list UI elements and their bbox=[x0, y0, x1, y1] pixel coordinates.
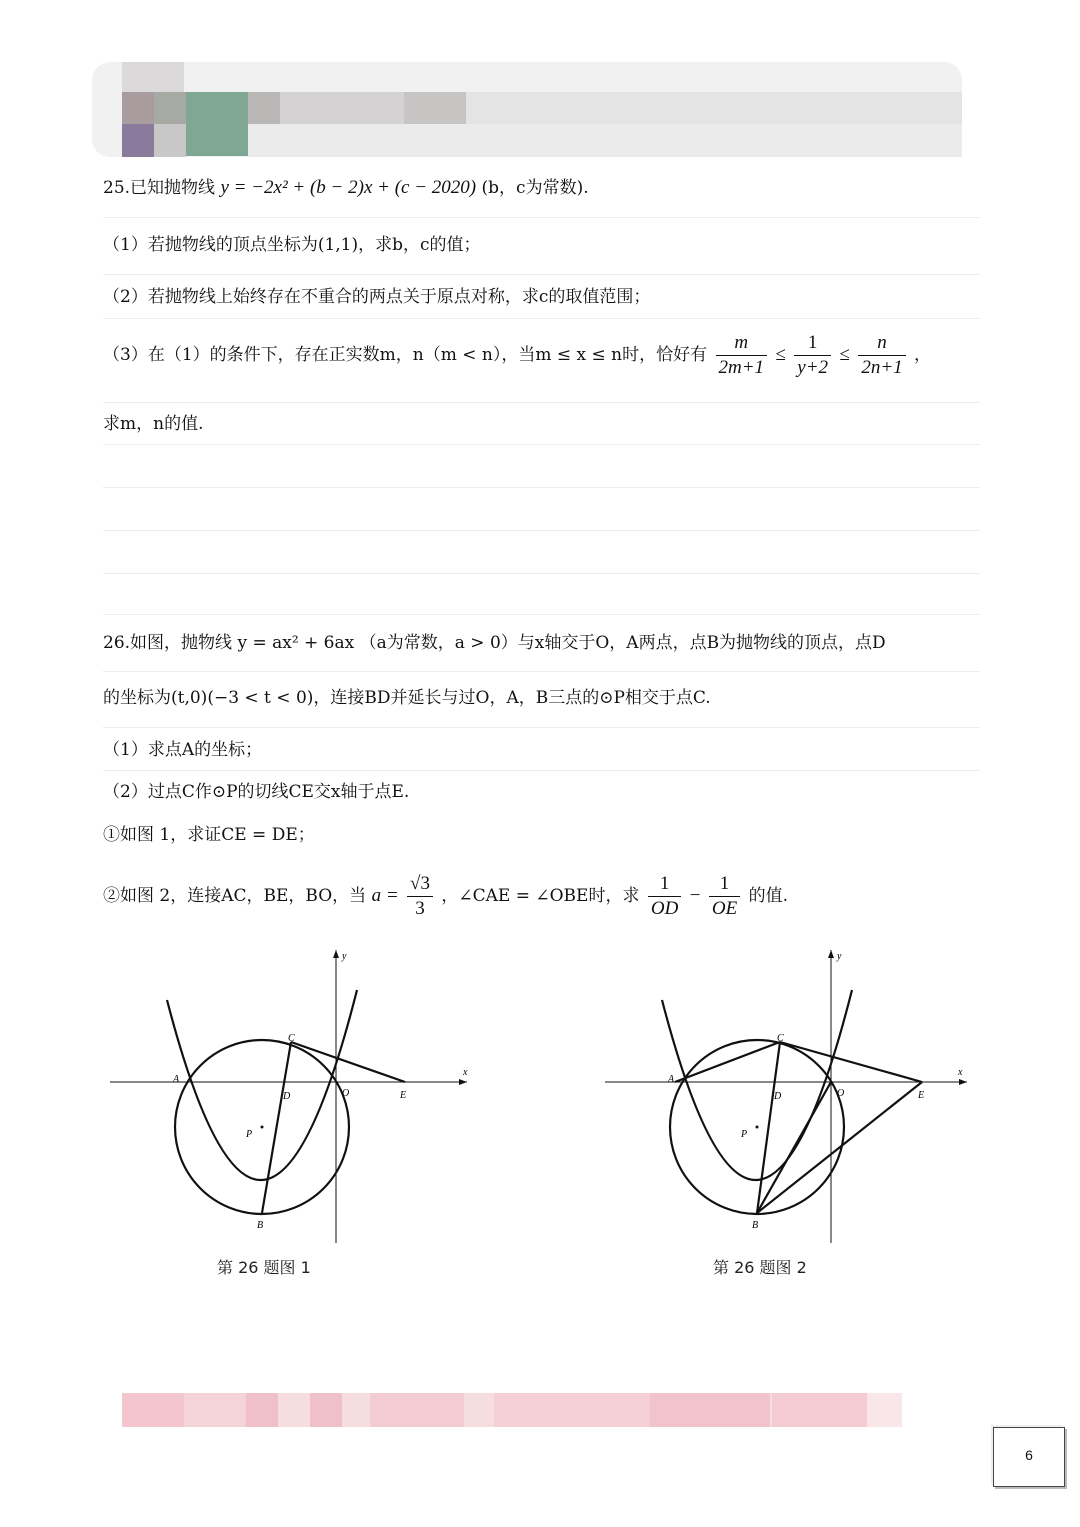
segment-ac bbox=[675, 1042, 780, 1082]
label-o: O bbox=[837, 1088, 845, 1099]
label-b: B bbox=[752, 1220, 759, 1231]
divider bbox=[103, 573, 980, 574]
parabola bbox=[167, 990, 357, 1180]
divider bbox=[103, 614, 980, 615]
divider bbox=[103, 217, 980, 218]
center-p-dot bbox=[261, 1126, 264, 1129]
divider bbox=[103, 530, 980, 531]
divider bbox=[103, 727, 980, 728]
page-number: 6 bbox=[1025, 1447, 1033, 1463]
label-y: y bbox=[342, 951, 347, 962]
divider bbox=[103, 402, 980, 403]
divider bbox=[103, 318, 980, 319]
figure-1-diagram bbox=[105, 945, 485, 1250]
page-number-box bbox=[993, 1427, 1065, 1487]
divider bbox=[103, 487, 980, 488]
divider bbox=[103, 770, 980, 771]
label-e: E bbox=[400, 1090, 407, 1101]
q25-part1: （1）若抛物线的顶点坐标为(1,1)，求b，c的值； bbox=[103, 235, 481, 255]
q26-part1: （1）求点A的坐标； bbox=[103, 740, 263, 760]
q26-sub1: ①如图 1，求证CE = DE； bbox=[103, 825, 315, 845]
label-p: P bbox=[246, 1129, 253, 1140]
q25-part2: （2）若抛物线上始终存在不重合的两点关于原点对称，求c的取值范围； bbox=[103, 287, 651, 307]
label-c: C bbox=[288, 1033, 295, 1044]
label-x: x bbox=[463, 1067, 468, 1078]
divider bbox=[103, 671, 980, 672]
footer-redacted-blur bbox=[122, 1393, 902, 1427]
label-a: A bbox=[173, 1074, 180, 1085]
x-axis-arrow bbox=[459, 1079, 467, 1085]
tangent-ce bbox=[291, 1042, 405, 1082]
label-d: D bbox=[283, 1091, 291, 1102]
divider bbox=[103, 444, 980, 445]
figure-1-caption: 第 26 题图 1 bbox=[217, 1258, 311, 1277]
label-a: A bbox=[668, 1074, 675, 1085]
figure-2-diagram bbox=[600, 945, 980, 1250]
q25-part3-tail: 求m，n的值. bbox=[103, 414, 204, 434]
center-p-dot bbox=[756, 1126, 759, 1129]
q25-part3: （3）在（1）的条件下，存在正实数m，n（m < n），当m ≤ x ≤ n时，恰好有 $\frac{m}{2m+1}$ ≤ $\frac{1}{y+2}$ ≤ $\frac{n}{2n+1}$ ， bbox=[103, 332, 932, 378]
label-p: P bbox=[741, 1129, 748, 1140]
label-o: O bbox=[342, 1088, 350, 1099]
label-e: E bbox=[918, 1090, 925, 1101]
label-c: C bbox=[777, 1033, 784, 1044]
y-axis-arrow bbox=[333, 950, 339, 958]
q26-part2: （2）过点C作⊙P的切线CE交x轴于点E. bbox=[103, 782, 410, 802]
x-axis-arrow bbox=[959, 1079, 967, 1085]
q25-intro: 25.已知抛物线 y = −2x² + (b − 2)x + (c − 2020) (b，c为常数). bbox=[103, 177, 589, 198]
q26-line2: 的坐标为(t,0)(−3 < t < 0)，连接BD并延长与过O，A，B三点的⊙P相交于点C. bbox=[103, 688, 711, 708]
y-axis-arrow bbox=[828, 950, 834, 958]
segment-bo bbox=[757, 1082, 831, 1213]
divider bbox=[103, 274, 980, 275]
segment-bc bbox=[757, 1042, 780, 1213]
segment-bc bbox=[262, 1042, 291, 1213]
figure-2-caption: 第 26 题图 2 bbox=[713, 1258, 807, 1277]
q26-line1: 26.如图，抛物线 y = ax² + 6ax （a为常数，a > 0）与x轴交于O，A两点，点B为抛物线的顶点，点D bbox=[103, 633, 886, 653]
header-redacted-blur bbox=[92, 62, 962, 157]
label-b: B bbox=[257, 1220, 264, 1231]
parabola bbox=[662, 990, 852, 1180]
label-x: x bbox=[958, 1067, 963, 1078]
q26-sub2: ②如图 2，连接AC，BE，BO，当 a = $\frac{√3}{3}$ ，∠CAE = ∠OBE时，求 $\frac{1}{OD}$ − $\frac{1}{OE}$ 的值. bbox=[103, 873, 788, 919]
label-d: D bbox=[774, 1091, 782, 1102]
label-y: y bbox=[837, 951, 842, 962]
tangent-ce bbox=[780, 1042, 922, 1082]
